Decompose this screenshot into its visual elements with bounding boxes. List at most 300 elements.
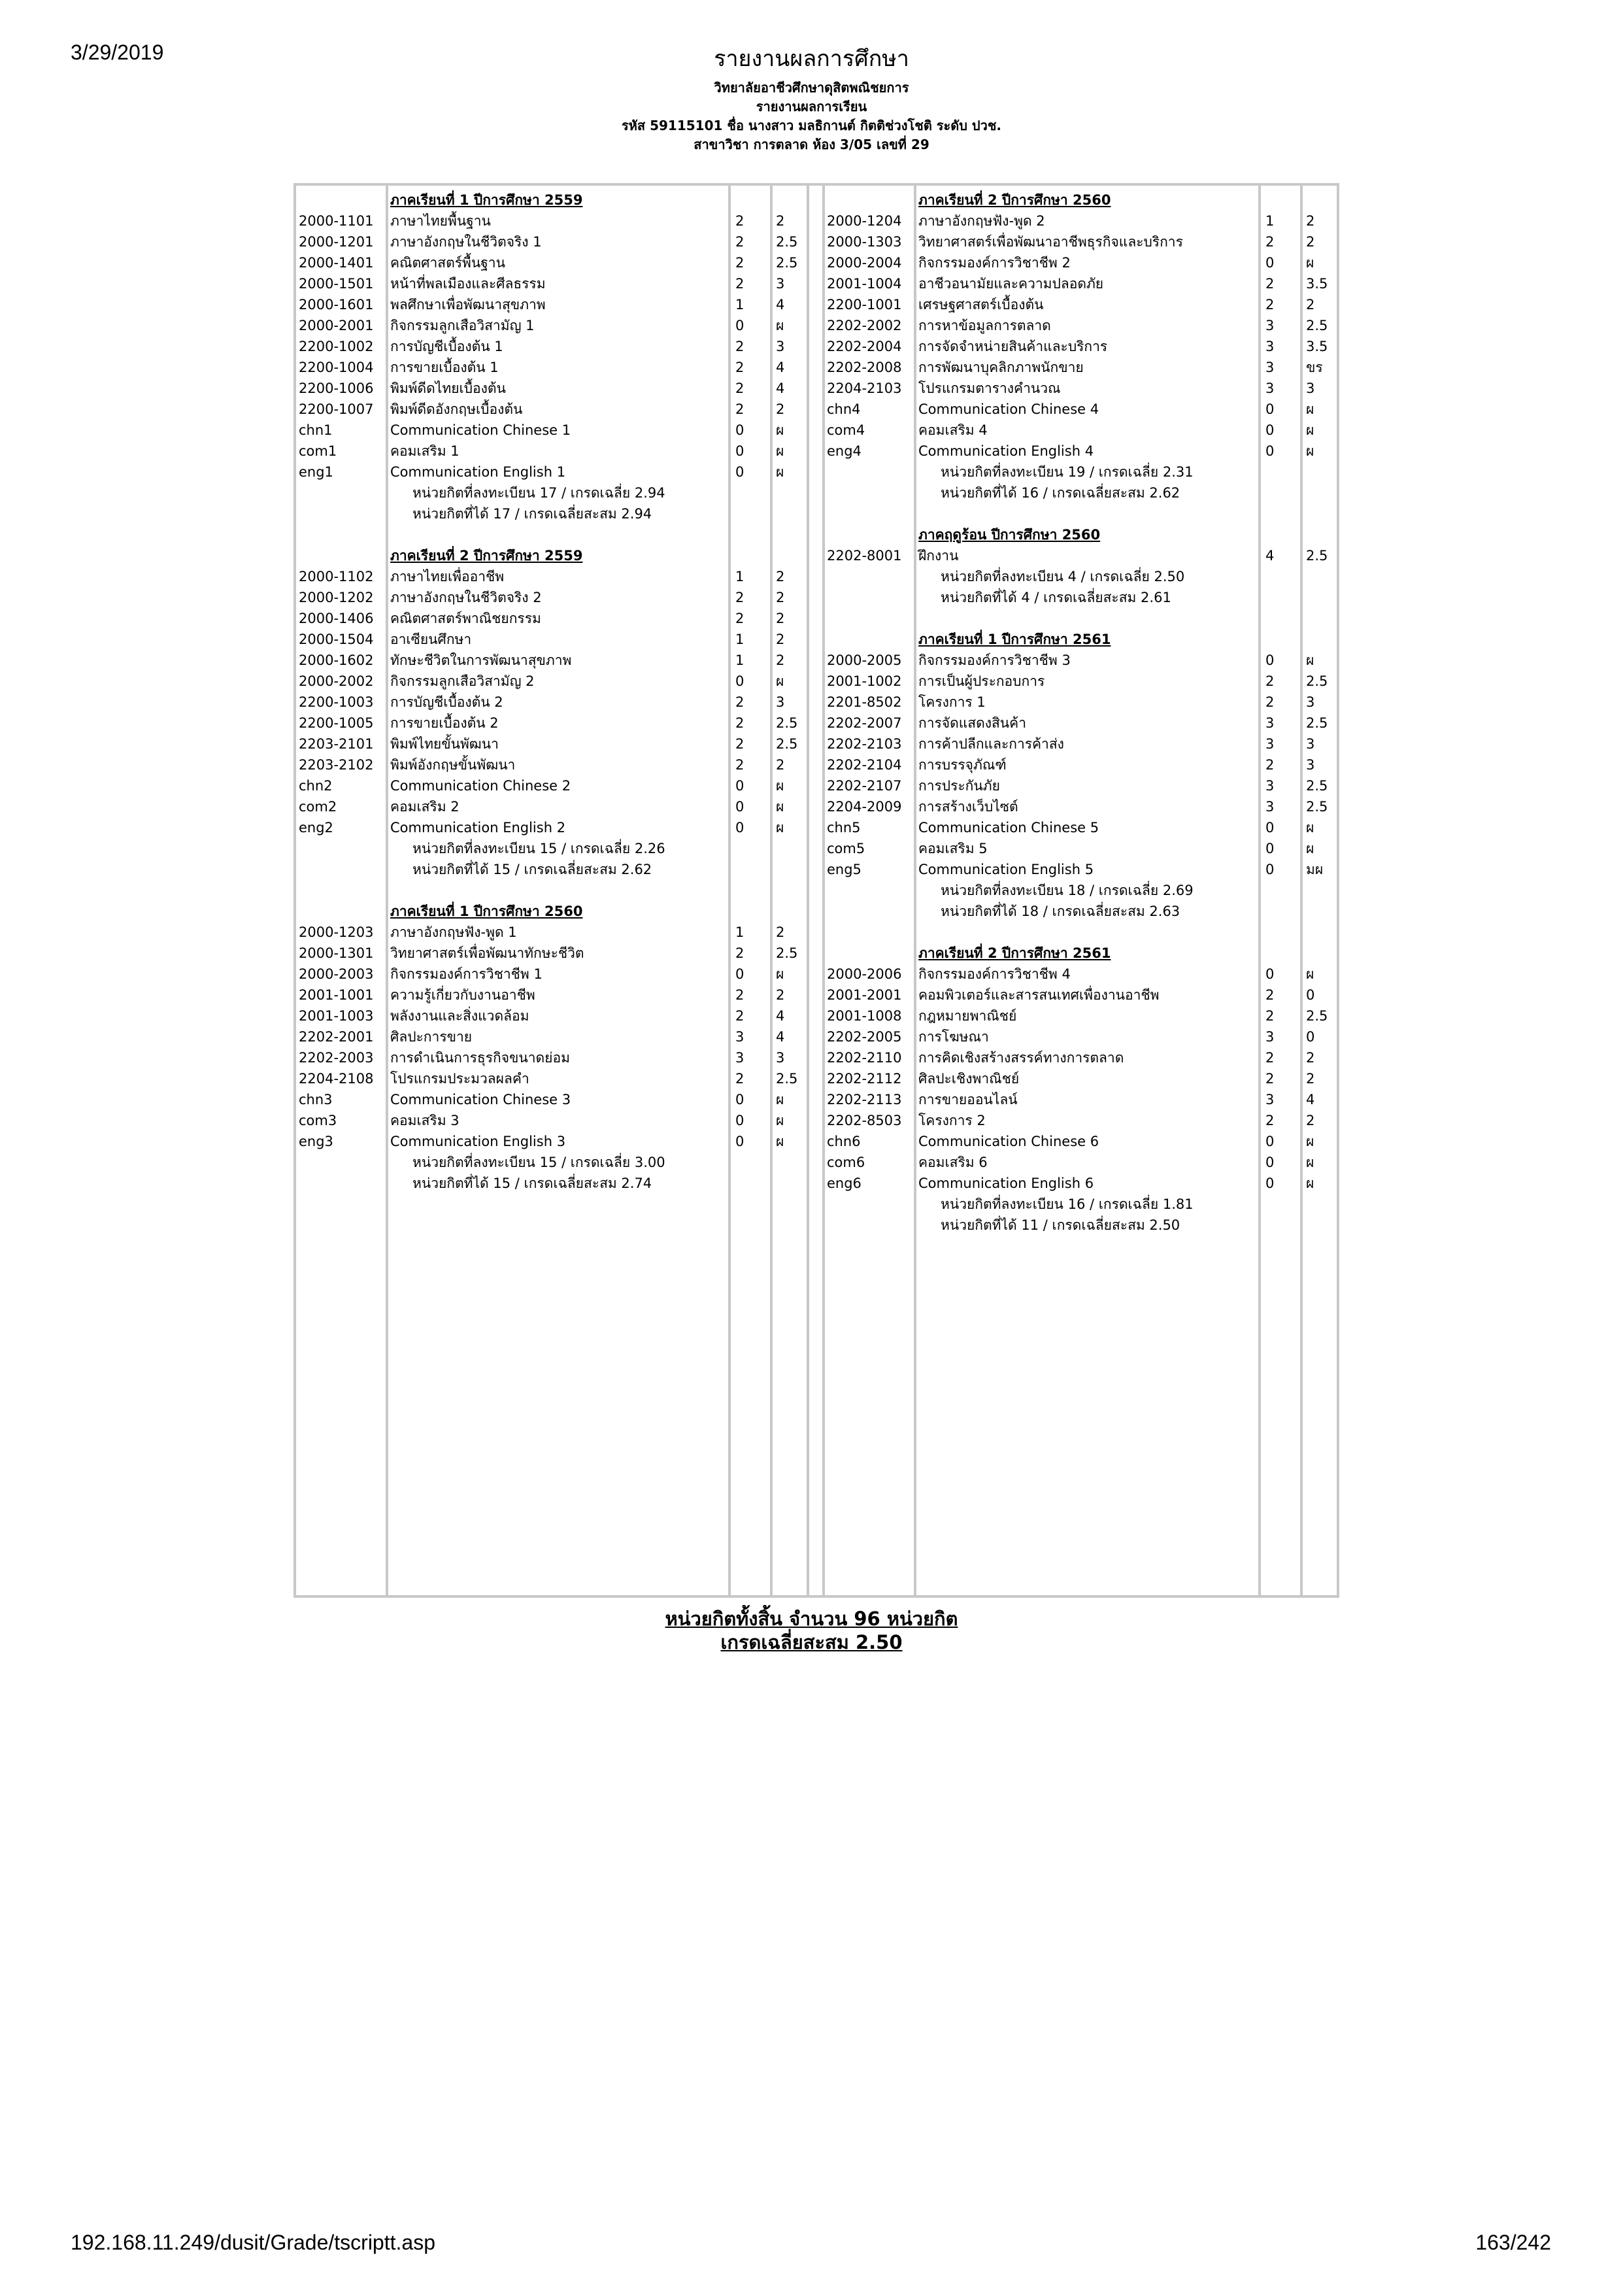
course-grade: ผ [776,318,784,333]
course-grade: 2 [1306,213,1315,229]
course-name: คอมเสริม 4 [918,422,988,438]
course-grade: 2 [1306,234,1315,250]
course-code: chn1 [299,422,333,438]
course-name: คอมเสริม 2 [390,799,460,815]
course-row [296,796,1337,817]
course-code: 2202-2103 [827,736,902,752]
course-credit: 0 [1265,443,1275,459]
course-grade: 2 [776,757,785,773]
semester-summary: หน่วยกิตที่ได้ 4 / เกรดเฉลี่ยสะสม 2.61 [941,590,1171,605]
course-row [296,1173,1337,1194]
course-grade: 3 [776,276,785,292]
course-grade: ผ [776,422,784,438]
course-grade: ผ [1306,820,1314,836]
course-grade: ผ [1306,1175,1314,1191]
course-credit: 3 [1265,380,1275,396]
course-credit: 3 [1265,339,1275,354]
course-grade: 2.5 [1306,318,1328,333]
course-grade: 4 [776,380,785,396]
course-code: com2 [299,799,337,815]
course-name: พลังงานและสิ่งแวดล้อม [390,1008,529,1024]
course-name: Communication Chinese 1 [390,422,571,438]
course-name: ภาษาไทยพื้นฐาน [390,213,491,229]
course-credit: 0 [1265,401,1275,417]
course-row [296,294,1337,315]
course-row [296,775,1337,796]
course-row [296,315,1337,336]
course-grade: 2 [776,652,785,668]
semester-summary: หน่วยกิตที่ได้ 18 / เกรดเฉลี่ยสะสม 2.63 [941,903,1180,919]
semester-summary: หน่วยกิตที่ได้ 11 / เกรดเฉลี่ยสะสม 2.50 [941,1217,1180,1233]
course-credit: 2 [735,1071,745,1087]
course-credit: 2 [735,611,745,626]
course-name: ศิลปะเชิงพาณิชย์ [918,1071,1020,1087]
course-code: com6 [827,1155,865,1170]
print-page-number: 163/242 [1475,2231,1551,2254]
course-code: eng5 [827,862,862,877]
course-grade: 2.5 [1306,778,1328,794]
course-credit: 0 [735,443,745,459]
course-row [296,671,1337,692]
course-grade: ผ [776,1092,784,1107]
course-name: การบรรจุภัณฑ์ [918,757,1007,773]
course-credit: 2 [735,234,745,250]
course-code: 2001-1001 [299,987,374,1003]
course-grade: ผ [1306,422,1314,438]
course-grade: 2.5 [1306,799,1328,815]
course-name: ภาษาอังกฤษในชีวิตจริง 1 [390,234,542,250]
course-credit: 0 [735,1092,745,1107]
course-credit: 3 [1265,799,1275,815]
course-grade: 3.5 [1306,276,1328,292]
course-code: 2202-2112 [827,1071,902,1087]
course-row [296,922,1337,943]
course-credit: 0 [735,673,745,689]
course-row [296,692,1337,713]
course-credit: 0 [1265,862,1275,877]
course-grade: 2.5 [1306,715,1328,731]
course-row [296,985,1337,1005]
course-row [296,1152,1337,1173]
course-credit: 0 [1265,422,1275,438]
course-credit: 0 [735,318,745,333]
course-code: 2202-2113 [827,1092,902,1107]
course-credit: 2 [1265,1113,1275,1128]
course-name: การขายเบื้องต้น 2 [390,715,499,731]
course-credit: 2 [1265,234,1275,250]
semester-summary: หน่วยกิตที่ได้ 17 / เกรดเฉลี่ยสะสม 2.94 [412,506,652,522]
course-grade: ผ [776,673,784,689]
course-credit: 0 [735,422,745,438]
course-name: Communication English 2 [390,820,566,836]
course-grade: 4 [776,1029,785,1045]
cumulative-gpa: เกรดเฉลี่ยสะสม 2.50 [720,1631,903,1653]
course-row [296,650,1337,671]
course-grade: 4 [776,360,785,375]
course-row [296,378,1337,399]
course-credit: 1 [735,652,745,668]
course-credit: 3 [1265,1029,1275,1045]
course-name: ฝึกงาน [918,548,959,564]
course-row [296,1047,1337,1068]
course-credit: 3 [1265,778,1275,794]
course-credit: 2 [735,255,745,271]
course-credit: 3 [1265,318,1275,333]
course-name: หน้าที่พลเมืองและศีลธรรม [390,276,546,292]
course-grade: ผ [776,464,784,480]
course-code: 2000-2001 [299,318,374,333]
course-code: eng6 [827,1175,862,1191]
print-date: 3/29/2019 [71,41,164,64]
course-credit: 1 [735,924,745,940]
course-code: 2000-2004 [827,255,902,271]
course-name: อาเซียนศึกษา [390,632,472,647]
course-grade: 2 [776,590,785,605]
course-code: 2000-1601 [299,297,374,312]
transcript-table [293,183,1339,1598]
course-credit: 2 [735,694,745,710]
course-grade: 2.5 [1306,673,1328,689]
course-code: 2200-1005 [299,715,374,731]
course-name: กฎหมายพาณิชย์ [918,1008,1017,1024]
semester-title: ภาคเรียนที่ 2 ปีการศึกษา 2560 [918,192,1111,208]
course-credit: 0 [1265,1134,1275,1149]
course-name: การบัญชีเบื้องต้น 2 [390,694,503,710]
course-code: eng4 [827,443,862,459]
course-code: chn3 [299,1092,333,1107]
course-name: Communication Chinese 6 [918,1134,1099,1149]
semester-title: ภาคฤดูร้อน ปีการศึกษา 2560 [918,527,1101,543]
course-code: 2000-2006 [827,966,902,982]
course-grade: ผ [776,966,784,982]
course-row [296,1131,1337,1152]
course-row [296,629,1337,650]
course-code: com4 [827,422,865,438]
course-name: พิมพ์ดีดไทยเบื้องต้น [390,380,506,396]
course-name: โปรแกรมประมวลผลคำ [390,1071,529,1087]
course-row [296,1068,1337,1089]
course-grade: 3 [776,1050,785,1066]
course-grade: 2.5 [776,715,798,731]
course-name: ภาษาอังกฤษฟัง-พูด 2 [918,213,1045,229]
course-grade: ผ [776,778,784,794]
course-grade: ผ [1306,966,1314,982]
course-code: eng2 [299,820,333,836]
course-code: 2203-2101 [299,736,374,752]
course-row [296,754,1337,775]
course-name: ภาษาอังกฤษฟัง-พูด 1 [390,924,517,940]
course-code: 2202-2007 [827,715,902,731]
course-row [296,252,1337,273]
course-credit: 2 [735,213,745,229]
course-grade: 2.5 [776,234,798,250]
course-name: การโฆษณา [918,1029,989,1045]
course-name: วิทยาศาสตร์เพื่อพัฒนาทักษะชีวิต [390,945,584,961]
semester-summary: หน่วยกิตที่ได้ 16 / เกรดเฉลี่ยสะสม 2.62 [941,485,1180,501]
course-code: 2204-2103 [827,380,902,396]
course-code: 2202-2110 [827,1050,902,1066]
course-credit: 2 [1265,694,1275,710]
course-code: 2200-1004 [299,360,374,375]
course-code: 2000-2002 [299,673,374,689]
report-header [0,78,1623,154]
course-credit: 2 [1265,276,1275,292]
course-code: 2000-2005 [827,652,902,668]
course-row [296,587,1337,608]
course-code: 2202-2107 [827,778,902,794]
course-name: คอมเสริม 1 [390,443,460,459]
course-credit: 2 [1265,673,1275,689]
course-credit: 0 [1265,841,1275,856]
course-grade: 2 [776,987,785,1003]
course-grade: 2 [776,401,785,417]
course-grade: 0 [1306,987,1315,1003]
course-code: 2202-2001 [299,1029,374,1045]
course-row [296,838,1337,859]
course-name: การคิดเชิงสร้างสรรค์ทางการตลาด [918,1050,1124,1066]
student-info: รหัส 59115101 ชื่อ นางสาว มลธิกานต์ กิตติช่วงโชติ ระดับ ปวช. [622,118,1001,133]
course-row [296,1089,1337,1110]
course-grade: ผ [776,820,784,836]
print-page-title: รายงานผลการศึกษา [714,46,909,72]
course-name: การค้าปลีกและการค้าส่ง [918,736,1064,752]
course-name: พิมพ์ไทยขั้นพัฒนา [390,736,499,752]
course-name: Communication Chinese 5 [918,820,1099,836]
course-code: 2202-2003 [299,1050,374,1066]
course-code: chn5 [827,820,861,836]
course-grade: ขร [1306,360,1323,375]
course-credit: 2 [735,360,745,375]
course-code: 2000-1602 [299,652,374,668]
course-code: 2000-1303 [827,234,902,250]
course-credit: 2 [735,945,745,961]
course-credit: 0 [735,1134,745,1149]
course-grade: 0 [1306,1029,1315,1045]
course-credit: 0 [1265,652,1275,668]
semester-title: ภาคเรียนที่ 2 ปีการศึกษา 2561 [918,945,1111,961]
course-credit: 2 [1265,1050,1275,1066]
semester-summary: หน่วยกิตที่ได้ 15 / เกรดเฉลี่ยสะสม 2.62 [412,862,652,877]
course-code: 2204-2009 [827,799,902,815]
course-name: การเป็นผู้ประกอบการ [918,673,1045,689]
course-row [296,964,1337,985]
course-code: 2202-8503 [827,1113,902,1128]
course-grade: 2.5 [1306,548,1328,564]
course-grade: 2.5 [776,255,798,271]
course-credit: 3 [735,1029,745,1045]
course-name: อาชีวอนามัยและความปลอดภัย [918,276,1104,292]
course-code: 2000-1401 [299,255,374,271]
course-credit: 2 [735,715,745,731]
course-name: Communication Chinese 3 [390,1092,571,1107]
course-name: ภาษาไทยเพื่ออาชีพ [390,569,505,584]
course-name: การสร้างเว็บไซต์ [918,799,1018,815]
course-credit: 0 [1265,255,1275,271]
college-name: วิทยาลัยอาชีวศึกษาดุสิตพณิชยการ [714,80,909,95]
course-credit: 0 [735,464,745,480]
course-name: Communication English 1 [390,464,566,480]
course-code: 2000-1301 [299,945,374,961]
semester-summary: หน่วยกิตที่ลงทะเบียน 17 / เกรดเฉลี่ย 2.94 [412,485,665,501]
course-credit: 2 [735,401,745,417]
course-credit: 2 [1265,297,1275,312]
course-code: 2202-2004 [827,339,902,354]
course-name: การหาข้อมูลการตลาด [918,318,1051,333]
semester-summary: หน่วยกิตที่ลงทะเบียน 15 / เกรดเฉลี่ย 2.26 [412,841,665,856]
course-name: การดำเนินการธุรกิจขนาดย่อม [390,1050,570,1066]
course-credit: 3 [1265,736,1275,752]
course-name: คณิตศาสตร์พาณิชยกรรม [390,611,541,626]
course-code: 2001-1008 [827,1008,902,1024]
course-code: 2204-2108 [299,1071,374,1087]
semester-summary: หน่วยกิตที่ลงทะเบียน 19 / เกรดเฉลี่ย 2.31 [941,464,1194,480]
semester-title: ภาคเรียนที่ 2 ปีการศึกษา 2559 [390,548,583,564]
course-name: กิจกรรมองค์การวิชาชีพ 2 [918,255,1071,271]
course-grade: ผ [776,799,784,815]
course-grade: มผ [1306,862,1324,877]
course-code: chn6 [827,1134,861,1149]
course-credit: 2 [735,757,745,773]
course-name: การจัดแสดงสินค้า [918,715,1026,731]
course-grade: ผ [1306,841,1314,856]
course-name: คอมเสริม 5 [918,841,988,856]
course-grade: 2 [776,632,785,647]
course-name: การจัดจำหน่ายสินค้าและบริการ [918,339,1108,354]
course-grade: 3 [1306,380,1315,396]
course-grade: 3 [776,694,785,710]
course-row [296,713,1337,734]
course-credit: 0 [1265,1155,1275,1170]
course-name: การพัฒนาบุคลิกภาพนักขาย [918,360,1084,375]
course-grade: 2 [776,924,785,940]
course-grade: 2 [1306,297,1315,312]
course-name: การขายเบื้องต้น 1 [390,360,499,375]
course-grade: 2 [1306,1071,1315,1087]
course-grade: 2 [776,213,785,229]
course-name: กิจกรรมองค์การวิชาชีพ 3 [918,652,1071,668]
course-row [296,734,1337,754]
course-row [296,357,1337,378]
course-grade: 2 [776,611,785,626]
course-code: 2202-2005 [827,1029,902,1045]
course-credit: 2 [735,1008,745,1024]
course-name: กิจกรรมองค์การวิชาชีพ 1 [390,966,543,982]
course-name: Communication English 3 [390,1134,566,1149]
course-code: eng3 [299,1134,333,1149]
course-name: Communication English 6 [918,1175,1094,1191]
course-code: eng1 [299,464,333,480]
course-grade: ผ [1306,1155,1314,1170]
course-grade: ผ [1306,652,1314,668]
course-grade: 2.5 [776,1071,798,1087]
program-info: สาขาวิชา การตลาด ห้อง 3/05 เลขที่ 29 [694,137,929,152]
course-code: 2000-1501 [299,276,374,292]
course-grade: ผ [1306,1134,1314,1149]
course-credit: 1 [1265,213,1275,229]
course-grade: ผ [1306,255,1314,271]
course-code: 2000-1204 [827,213,902,229]
course-name: วิทยาศาสตร์เพื่อพัฒนาอาชีพธุรกิจและบริการ [918,234,1183,250]
course-credit: 0 [1265,1175,1275,1191]
course-code: 2001-1002 [827,673,902,689]
course-name: คอมเสริม 3 [390,1113,460,1128]
semester-summary: หน่วยกิตที่ลงทะเบียน 15 / เกรดเฉลี่ย 3.00 [412,1155,665,1170]
report-title: รายงานผลการเรียน [756,99,867,114]
course-code: chn4 [827,401,861,417]
course-credit: 0 [735,820,745,836]
course-code: chn2 [299,778,333,794]
course-grade: ผ [776,1113,784,1128]
course-credit: 2 [735,339,745,354]
course-grade: ผ [1306,443,1314,459]
course-code: 2001-1003 [299,1008,374,1024]
course-credit: 3 [1265,360,1275,375]
course-grade: 3 [1306,757,1315,773]
course-row [296,420,1337,441]
course-name: Communication English 5 [918,862,1094,877]
course-grade: ผ [776,1134,784,1149]
course-code: 2001-1004 [827,276,902,292]
course-row [296,399,1337,420]
course-credit: 2 [735,276,745,292]
course-credit: 2 [1265,987,1275,1003]
course-credit: 1 [735,297,745,312]
course-name: พิมพ์ดีดอังกฤษเบื้องต้น [390,401,523,417]
course-code: 2202-8001 [827,548,902,564]
course-code: 2000-1406 [299,611,374,626]
course-code: com5 [827,841,865,856]
course-name: คอมเสริม 6 [918,1155,988,1170]
course-code: 2200-1003 [299,694,374,710]
course-row [296,859,1337,880]
course-code: 2200-1007 [299,401,374,417]
course-name: พิมพ์อังกฤษขั้นพัฒนา [390,757,516,773]
course-grade: 3 [1306,694,1315,710]
course-name: เศรษฐศาสตร์เบื้องต้น [918,297,1044,312]
course-credit: 2 [1265,757,1275,773]
course-credit: 2 [1265,1008,1275,1024]
course-grade: 2.5 [1306,1008,1328,1024]
course-grade: 2 [1306,1113,1315,1128]
course-code: 2203-2102 [299,757,374,773]
course-grade: 2 [1306,1050,1315,1066]
course-code: 2000-1102 [299,569,374,584]
course-grade: ผ [776,443,784,459]
semester-title: ภาคเรียนที่ 1 ปีการศึกษา 2559 [390,192,583,208]
transcript-totals [0,1607,1623,1654]
course-credit: 3 [1265,1092,1275,1107]
course-code: 2202-2008 [827,360,902,375]
course-name: ภาษาอังกฤษในชีวิตจริง 2 [390,590,542,605]
course-name: การบัญชีเบื้องต้น 1 [390,339,503,354]
course-code: 2000-1504 [299,632,374,647]
course-name: พลศึกษาเพื่อพัฒนาสุขภาพ [390,297,546,312]
course-grade: 2 [776,569,785,584]
course-credit: 3 [735,1050,745,1066]
course-credit: 1 [735,632,745,647]
course-name: กิจกรรมลูกเสือวิสามัญ 2 [390,673,535,689]
course-code: 2202-2104 [827,757,902,773]
course-code: 2000-2003 [299,966,374,982]
course-name: การขายออนไลน์ [918,1092,1018,1107]
course-credit: 0 [735,966,745,982]
course-credit: 1 [735,569,745,584]
semester-summary: หน่วยกิตที่ลงทะเบียน 18 / เกรดเฉลี่ย 2.69 [941,883,1194,898]
course-credit: 0 [735,799,745,815]
course-name: คณิตศาสตร์พื้นฐาน [390,255,505,271]
course-credit: 2 [735,736,745,752]
course-code: 2200-1002 [299,339,374,354]
